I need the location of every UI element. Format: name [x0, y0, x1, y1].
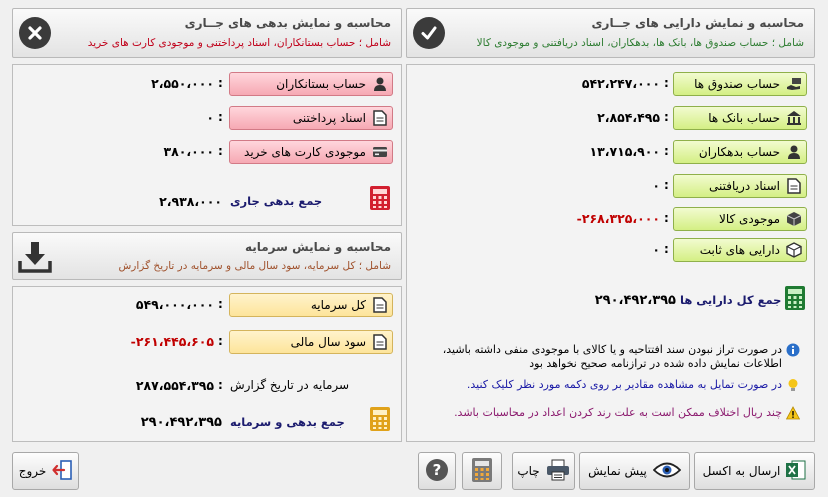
total-capital-button[interactable]: کل سرمایه [229, 293, 393, 317]
colon: : [664, 144, 669, 158]
capital-header[interactable] [12, 232, 402, 280]
capital-total-label: جمع بدهی و سرمایه [230, 415, 345, 429]
colon: : [218, 110, 223, 124]
purchase-cards-button[interactable]: موجودی کارت های خرید [229, 140, 393, 164]
liabilities-total-value: ۲،۹۳۸،۰۰۰ [159, 194, 222, 209]
exit-button[interactable]: خروج [12, 452, 79, 490]
creditors-button[interactable]: حساب بستانکاران [229, 72, 393, 96]
document-icon [372, 110, 388, 126]
colon: : [218, 297, 223, 311]
note-rounding: چند ریال اختلاف ممکن است به علت رند کردن اعداد در محاسبات باشد. [420, 406, 782, 420]
box-outline-icon [786, 242, 802, 258]
payable-notes-value: ۰ [206, 110, 214, 125]
colon: : [664, 76, 669, 90]
calculator-icon [785, 286, 805, 310]
cash-accounts-button[interactable]: حساب صندوق ها [673, 72, 807, 96]
bank-accounts-value: ۲،۸۵۴،۴۹۵ [597, 110, 660, 125]
help-icon [425, 458, 449, 485]
colon: : [664, 178, 669, 192]
eye-icon [653, 461, 681, 482]
card-icon [372, 144, 388, 160]
liabilities-total-label: جمع بدهی جاری [230, 194, 323, 208]
assets-header[interactable] [406, 8, 815, 58]
document-icon [372, 334, 388, 350]
total-capital-value: ۵۴۹،۰۰۰،۰۰۰ [135, 297, 214, 312]
print-button[interactable]: چاپ [512, 452, 575, 490]
info-icon [786, 343, 800, 357]
capital-total-value: ۲۹۰،۴۹۲،۳۹۵ [140, 415, 222, 430]
help-button[interactable] [418, 452, 456, 490]
receivable-notes-value: ۰ [652, 178, 660, 193]
colon: : [664, 110, 669, 124]
purchase-cards-value: ۳۸۰،۰۰۰ [163, 144, 214, 159]
debtors-value: ۱۳،۷۱۵،۹۰۰ [589, 144, 660, 159]
svg-text:?: ? [432, 460, 442, 479]
printer-icon [546, 459, 570, 484]
cash-accounts-value: ۵۴۲،۲۴۷،۰۰۰ [581, 76, 660, 91]
report-date-capital-value: ۲۸۷،۵۵۴،۳۹۵ [135, 378, 214, 393]
capital-title: محاسبه و نمایش سرمایه [244, 240, 391, 254]
calculator-button[interactable] [462, 452, 502, 490]
capital-subtitle: شامل ؛ کل سرمایه، سود سال مالی و سرمایه در تاریخ گزارش [118, 260, 391, 272]
colon: : [664, 211, 669, 225]
assets-total-value: ۲۹۰،۴۹۲،۳۹۵ [594, 293, 676, 308]
liabilities-title: محاسبه و نمایش بدهی های جــاری [184, 16, 391, 30]
receivable-notes-button[interactable]: اسناد دریافتنی [673, 174, 807, 198]
lightbulb-icon [786, 378, 800, 392]
document-icon [372, 297, 388, 313]
liabilities-header[interactable] [12, 8, 402, 58]
person-icon [786, 144, 802, 160]
check-icon [413, 17, 445, 49]
calculator-icon [472, 458, 492, 485]
bank-accounts-button[interactable]: حساب بانک ها [673, 106, 807, 130]
note-click-hint: در صورت تمایل به مشاهده مقادیر بر روی دکمه مورد نظر کلیک کنید. [430, 378, 782, 392]
colon: : [218, 378, 223, 392]
person-icon [372, 76, 388, 92]
debtors-button[interactable]: حساب بدهکاران [673, 140, 807, 164]
liabilities-subtitle: شامل ؛ حساب بستانکاران، اسناد پرداختنی و موجودی کارت های خرید [87, 37, 391, 49]
report-date-capital-label: سرمایه در تاریخ گزارش [230, 378, 350, 392]
assets-title: محاسبه و نمایش دارایی های جــاری [591, 16, 804, 30]
exit-icon [52, 460, 72, 483]
box-icon [786, 211, 802, 227]
fixed-assets-button[interactable]: دارایی های ثابت [673, 238, 807, 262]
calculator-icon [370, 407, 390, 431]
calculator-icon [370, 186, 390, 210]
colon: : [218, 144, 223, 158]
colon: : [218, 76, 223, 90]
document-icon [786, 178, 802, 194]
note-warning-balance: در صورت تراز نبودن سند افتتاحیه و یا کالای با موجودی منفی داشته باشید، اطلاعات نمایش داده شده در ترازنامه صحیح نخواهد بود [440, 343, 782, 371]
creditors-value: ۲،۵۵۰،۰۰۰ [151, 76, 214, 91]
colon: : [218, 334, 223, 348]
close-icon [19, 17, 51, 49]
inventory-button[interactable]: موجودی کالا [673, 207, 807, 231]
assets-total-label: جمع کل دارایی ها [680, 293, 782, 307]
bank-icon [786, 110, 802, 126]
fiscal-profit-button[interactable]: سود سال مالی [229, 330, 393, 354]
payable-notes-button[interactable]: اسناد پرداختنی [229, 106, 393, 130]
colon: : [664, 242, 669, 256]
preview-button[interactable]: پیش نمایش [579, 452, 690, 490]
export-excel-button[interactable]: ارسال به اکسل [694, 452, 815, 490]
fixed-assets-value: ۰ [652, 242, 660, 257]
fiscal-profit-value: -۲۶۱،۴۴۵،۶۰۵ [130, 334, 214, 349]
assets-subtitle: شامل ؛ حساب صندوق ها، بانک ها، بدهکاران، اسناد دریافتنی و موجودی کالا [476, 37, 804, 49]
download-icon [17, 239, 53, 275]
cash-hand-icon [786, 76, 802, 92]
excel-icon [786, 459, 806, 484]
warning-icon [786, 406, 800, 420]
inventory-value: -۲۶۸،۳۲۵،۰۰۰ [576, 211, 660, 226]
